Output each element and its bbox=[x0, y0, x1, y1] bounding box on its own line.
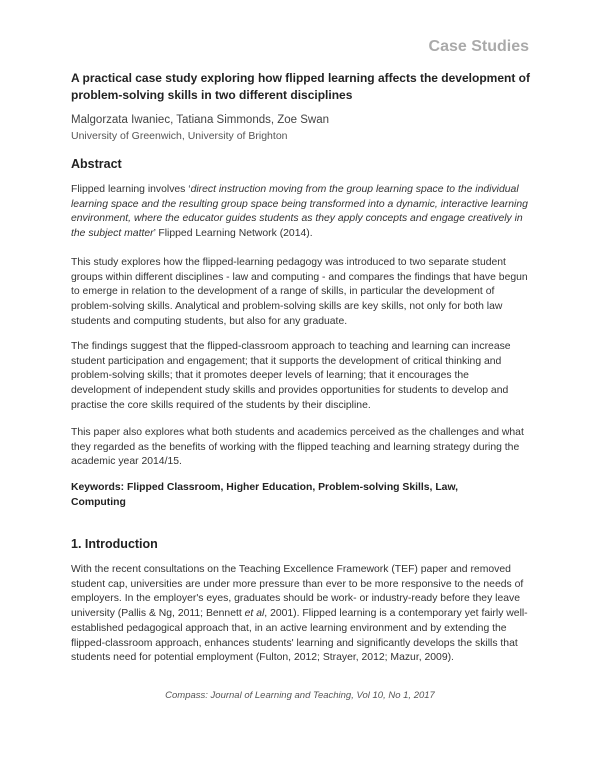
paper-authors: Malgorzata Iwaniec, Tatiana Simmonds, Zoe Swan bbox=[71, 114, 330, 126]
paper-affiliation: University of Greenwich, University of Brighton bbox=[71, 130, 288, 142]
abstract-paragraph-3: The findings suggest that the flipped-classroom approach to teaching and learning can increase student participation and engagement; that it supports the development of critical thinking and problem-solving skills; that it promotes deeper levels of learning; that it encourages the development of independent study skills and provides opportunities for students to develop and practise the core skills required of the students by their discipline. bbox=[71, 341, 511, 411]
introduction-heading: 1. Introduction bbox=[71, 537, 158, 551]
intro-p1-etal: et al bbox=[244, 608, 265, 620]
journal-footer: Compass: Journal of Learning and Teaching, Vol 10, No 1, 2017 bbox=[165, 690, 435, 701]
paper-title: A practical case study exploring how flipped learning affects the development of problem-solving skills in two different disciplines bbox=[71, 71, 530, 102]
abstract-paragraph-1 bbox=[71, 183, 529, 242]
keywords: Keywords: Flipped Classroom, Higher Education, Problem-solving Skills, Law, Computing bbox=[71, 482, 459, 508]
abstract-p1-tail: ’ Flipped Learning Network (2014). bbox=[153, 228, 313, 240]
intro-p1-a: With the recent consultations on the Teaching Excellence Framework (TEF) paper and removed student cap, universities are under more pressure than ever to be more responsive to the needs of employers. In the employer's eyes, graduates should be work- or industry-ready before they leave university (Pallis & Ng, 2011; Bennett bbox=[71, 564, 524, 620]
abstract-heading: Abstract bbox=[71, 157, 122, 171]
section-label: Case Studies bbox=[428, 38, 529, 55]
abstract-p1-quote: direct instruction moving from the group learning space to the individual learning space and the resulting group space being transformed into a dynamic, interactive learning environment, where the educator guides students as they apply concepts and engage creatively in the subject matter bbox=[71, 184, 528, 240]
abstract-p1-lead: Flipped learning involves ‘ bbox=[71, 184, 191, 195]
abstract-paragraph-2: This study explores how the flipped-learning pedagogy was introduced to two separate student groups within different disciplines - law and computing - and compares the findings that have begun to emerge in relation to the development of a range of skills, in particular the development of problem-solving skills. Analytical and problem-solving skills are key skills, not only for both law students and computing students, but also for any graduate. bbox=[71, 257, 528, 327]
intro-p1-b: , 2001). Flipped learning is a contemporary yet fairly well-established pedagogical approach that, in an active learning environment and by extending the flipped-classroom approach, enhances students' learning and significantly develops the skills that students need for potential employment (Fulton, 2012; Strayer, 2012; Mazur, 2009). bbox=[71, 608, 528, 664]
introduction-paragraph-1 bbox=[71, 563, 529, 666]
abstract-paragraph-4: This paper also explores what both students and academics perceived as the challenges and what they regarded as the benefits of working with the flipped teaching and learning strategy during the academic year 2014/15. bbox=[71, 427, 524, 468]
